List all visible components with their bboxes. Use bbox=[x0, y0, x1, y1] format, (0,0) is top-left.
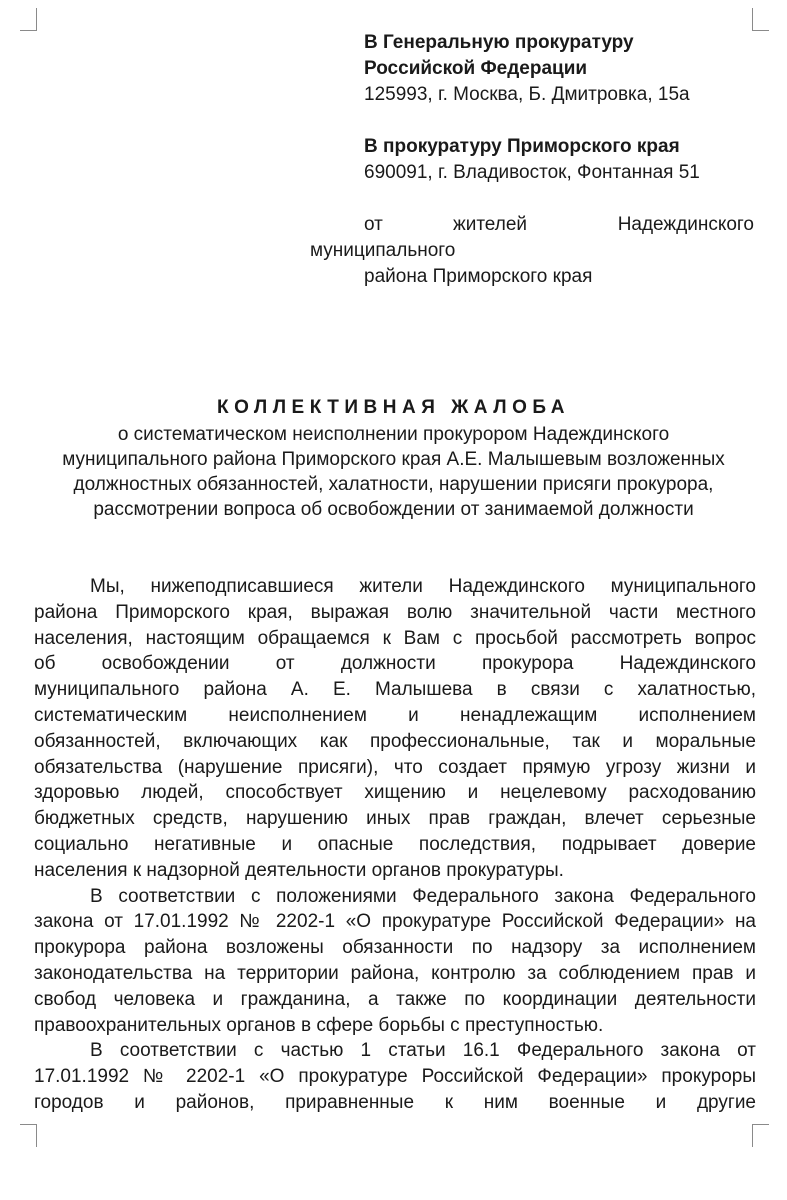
body-line: об освобождении от должности прокурора Надеждинского bbox=[34, 653, 756, 675]
body-line: правоохранительных органов в сфере борьбы с преступностью. bbox=[34, 1014, 604, 1036]
body-line: 17.01.1992 № 2202-1 «О прокуратуре Российской Федерации» прокуроры bbox=[34, 1066, 756, 1088]
page-corner-mark-top-left bbox=[20, 8, 37, 31]
body-line: муниципального района А. Е. Малышева в связи с халатностью, bbox=[34, 679, 756, 701]
document-body bbox=[34, 574, 756, 1116]
body-line: бюджетных средств, нарушению иных прав граждан, влечет серьезные bbox=[34, 808, 756, 830]
page-corner-mark-bottom-left bbox=[20, 1124, 37, 1147]
body-line: закона от 17.01.1992 № 2202-1 «О прокуратуре Российской Федерации» на bbox=[34, 911, 756, 933]
recipient1-line1: В Генеральную прокуратуру bbox=[364, 32, 634, 53]
sender-word-nadezhdinsky: Надеждинского bbox=[617, 214, 754, 235]
page-corner-mark-bottom-right bbox=[752, 1124, 769, 1147]
body-line: законодательства на территории района, контролю за соблюдением прав и bbox=[34, 962, 756, 984]
body-line: населения к надзорной деятельности органов прокуратуры. bbox=[34, 859, 564, 881]
body-line: В соответствии с частью 1 статьи 16.1 Федерального закона от bbox=[90, 1040, 756, 1062]
body-line: Мы, нижеподписавшиеся жители Надеждинского муниципального bbox=[90, 576, 756, 597]
sender-line1 bbox=[364, 212, 754, 238]
body-line: обязательства (нарушение присяги), что создает прямую угрозу жизни и bbox=[34, 756, 756, 778]
body-line: систематическим неисполнением и ненадлежащим исполнением bbox=[34, 704, 756, 726]
body-line: В соответствии с положениями Федерального закона Федерального bbox=[90, 885, 756, 907]
recipient2-address: 690091, г. Владивосток, Фонтанная 51 bbox=[364, 162, 700, 183]
body-line: свобод человека и гражданина, а также по координации деятельности bbox=[34, 988, 756, 1010]
document-subtitle bbox=[30, 422, 757, 522]
body-line: населения, настоящим обращаемся к Вам с просьбой рассмотреть вопрос bbox=[34, 627, 756, 649]
page-corner-mark-top-right bbox=[752, 8, 769, 31]
body-line: обязанностей, включающих как профессиональные, так и моральные bbox=[34, 730, 756, 752]
recipient2-line1: В прокуратуру Приморского края bbox=[364, 136, 680, 157]
document-title: КОЛЛЕКТИВНАЯ ЖАЛОБА bbox=[216, 397, 571, 418]
body-line: социально негативные и опасные последствия, подрывает доверие bbox=[34, 833, 756, 855]
subtitle-line: муниципального района Приморского края А.Е. Малышевым возложенных bbox=[62, 449, 725, 470]
recipient1-line2: Российской Федерации bbox=[364, 58, 588, 79]
subtitle-line: рассмотрении вопроса об освобождении от занимаемой должности bbox=[93, 499, 694, 520]
sender-line2: муниципального bbox=[310, 240, 456, 261]
subtitle-line: о систематическом неисполнении прокурором Надеждинского bbox=[117, 424, 670, 445]
recipient1-address: 125993, г. Москва, Б. Дмитровка, 15а bbox=[364, 84, 690, 105]
subtitle-line: должностных обязанностей, халатности, нарушении присяги прокурора, bbox=[73, 474, 714, 495]
body-line: района Приморского края, выражая волю значительной части местного bbox=[34, 601, 756, 623]
body-line: здоровью людей, способствует хищению и нецелевому расходованию bbox=[34, 782, 756, 804]
sender-word-from: от bbox=[364, 214, 383, 235]
sender-word-residents: жителей bbox=[453, 214, 528, 235]
sender-line3: района Приморского края bbox=[364, 266, 593, 287]
body-line: прокурора района возложены обязанности по надзору за исполнением bbox=[34, 937, 756, 959]
body-line: городов и районов, приравненные к ним военные и другие bbox=[34, 1091, 756, 1113]
